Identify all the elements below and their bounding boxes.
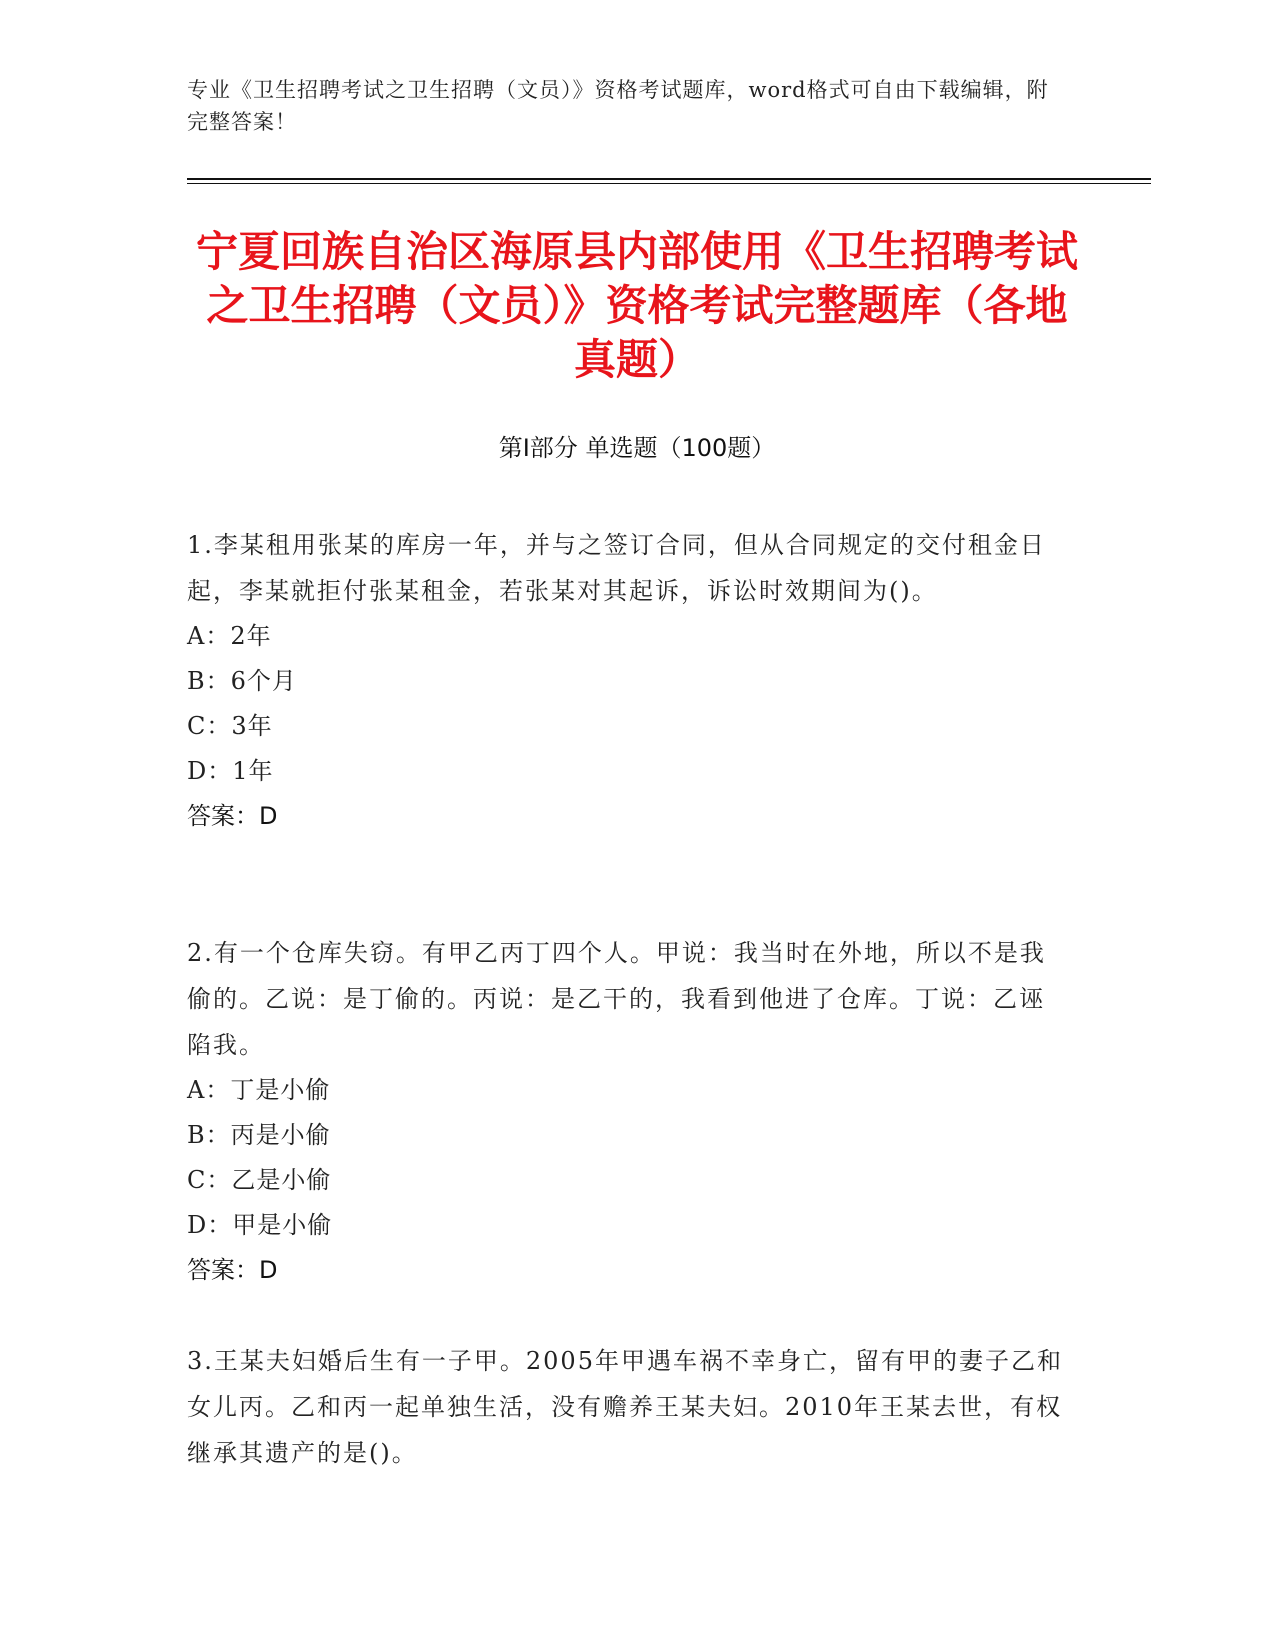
question-stem: 3.王某夫妇婚后生有一子甲。2005年甲遇车祸不幸身亡，留有甲的妻子乙和女儿丙。乙和丙一起单独生活，没有赡养王某夫妇。2010年王某去世，有权继承其遗产的是()。: [187, 1347, 1063, 1467]
header-divider-thin: [187, 183, 1151, 184]
option-c: C：3年: [187, 712, 273, 740]
option-a: A：2年: [187, 622, 272, 650]
question-2: [187, 930, 1067, 1293]
option-a: A：丁是小偷: [187, 1076, 331, 1104]
section-heading: 第I部分 单选题（100题）: [498, 434, 776, 462]
option-b: B：6个月: [187, 667, 297, 695]
option-d: D：1年: [187, 757, 274, 785]
header-note: 专业《卫生招聘考试之卫生招聘（文员）》资格考试题库，word格式可自由下载编辑，附完整答案！: [187, 78, 1049, 134]
option-d: D：甲是小偷: [187, 1211, 333, 1239]
document-title: 宁夏回族自治区海原县内部使用《卫生招聘考试之卫生招聘（文员）》资格考试完整题库（各地真题）: [195, 227, 1078, 384]
question-3: [187, 1338, 1067, 1476]
question-stem: 2.有一个仓库失窃。有甲乙丙丁四个人。甲说：我当时在外地，所以不是我偷的。乙说：是丁偷的。丙说：是乙干的，我看到他进了仓库。丁说：乙诬陷我。: [187, 939, 1046, 1059]
answer-line: 答案：D: [187, 802, 278, 830]
header-divider-thick: [187, 178, 1151, 180]
question-1: [187, 522, 1067, 839]
option-c: C：乙是小偷: [187, 1166, 332, 1194]
question-stem: 1.李某租用张某的库房一年，并与之签订合同，但从合同规定的交付租金日起，李某就拒付张某租金，若张某对其起诉，诉讼时效期间为()。: [187, 531, 1046, 605]
option-b: B：丙是小偷: [187, 1121, 331, 1149]
answer-line: 答案：D: [187, 1256, 278, 1284]
